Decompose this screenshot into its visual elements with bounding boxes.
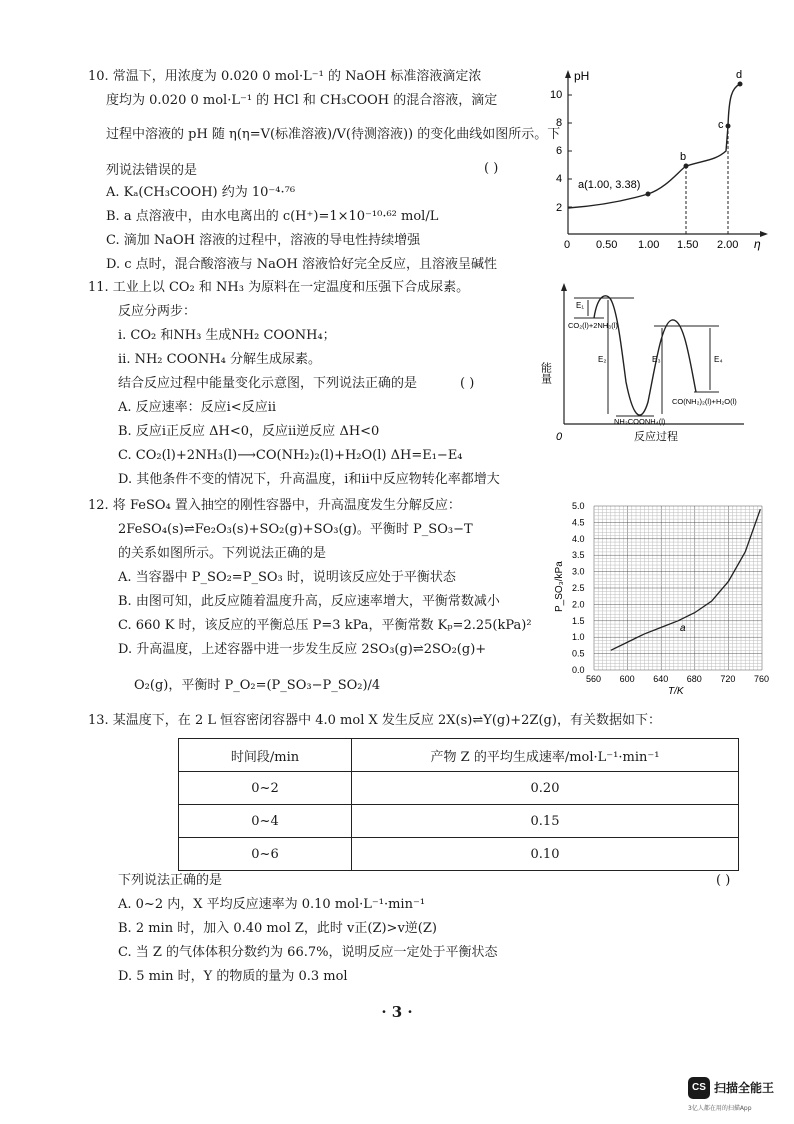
q13-bracket: ( ) [716,873,731,888]
pso3-temperature-chart [552,498,772,696]
q13-option-d: D. 5 min 时，Y 的物质的量为 0.3 mol [118,969,348,984]
q10-option-d: D. c 点时，混合酸溶液与 NaOH 溶液恰好完全反应，且溶液呈碱性 [106,257,498,272]
q11-line-3: ⅰ. CO₂ 和NH₃ 生成NH₂ COONH₄； [118,328,336,343]
q10-line-3: 过程中溶液的 pH 随 η(η=V(标准溶液)/V(待测溶液)) 的变化曲线如图所示。下 [106,127,561,142]
chart-ylabel: P_SO₃/kPa [554,561,565,612]
q11-bracket: ( ) [460,376,475,391]
question-13-options [118,872,778,992]
q10-option-a: A. Kₐ(CH₃COOH) 约为 10⁻⁴·⁷⁶ [106,185,296,200]
q10-option-b: B. a 点溶液中，由水电离出的 c(H⁺)=1×10⁻¹⁰·⁶² mol/L [106,209,439,224]
x-tick: 1.00 [638,239,660,251]
x-tick: 0.50 [596,239,618,251]
y-tick: 8 [556,117,563,129]
q10-line-4: 列说法错误的是 [106,163,198,178]
q12-option-c: C. 660 K 时，该反应的平衡总压 P=3 kPa，平衡常数 Kₚ=2.25(kPa)² [118,618,532,633]
energy-label: 能量 [539,362,553,384]
label-d: d [736,69,743,81]
table-row [179,772,739,805]
q10-line-2: 度均为 0.020 0 mol·L⁻¹ 的 HCl 和 CH₃COOH 的混合溶液，滴定 [106,93,498,108]
x-tick: 600 [619,674,635,684]
label-c: c [718,119,724,131]
watermark-slogan: 3亿人都在用的扫描App [688,1105,752,1112]
y-tick: 1.0 [572,632,585,643]
q13-line-1: 下列说法正确的是 [118,873,223,888]
y-tick: 0.5 [572,648,585,659]
q12-option-d: D. 升高温度，上述容器中进一步发生反应 2SO₃(g)⇌2SO₂(g)+ [118,642,487,657]
q11-option-d: D. 其他条件不变的情况下，升高温度，ⅰ和ⅱ中反应物转化率都增大 [118,472,500,487]
reactant-label: CO₂(l)+2NH₃(l) [568,321,618,330]
y-tick: 5.0 [572,501,585,511]
scanner-watermark [688,1077,792,1117]
y-axis-label: pH [574,69,590,83]
x-tick: 0 [564,239,571,251]
y-tick: 4.0 [572,533,585,544]
q12-option-b: B. 由图可知，此反应随着温度升高，反应速率增大，平衡常数减小 [118,594,500,609]
table-cell: 0.20 [352,772,739,805]
e4-label: E₄ [714,355,723,364]
table-header: 时间段/min [179,739,352,772]
label-a: a(1.00, 3.38) [578,179,641,191]
y-tick: 4 [556,173,563,185]
x-tick: 680 [686,674,702,684]
y-tick: 3.5 [572,550,585,561]
y-tick: 4.5 [572,517,585,528]
q11-line-5: 结合反应过程中能量变化示意图，下列说法正确的是 [118,376,418,391]
point-b [684,164,689,169]
x-tick: 720 [720,674,736,684]
product-label: CO(NH₂)₂(l)+H₂O(l) [672,397,737,406]
q11-option-b: B. 反应ⅰ正反应 ΔH<0，反应ⅱ逆反应 ΔH<0 [118,424,380,439]
q12-line-3: 的关系如图所示。下列说法正确的是 [118,546,327,561]
label-b: b [680,151,687,163]
q10-option-c: C. 滴加 NaOH 溶液的过程中，溶液的导电性持续增强 [106,233,421,248]
intermediate-label: NH₂COONH₄(l) [614,417,666,426]
x-tick: 1.50 [677,239,699,251]
point-a [646,192,651,197]
table-cell: 0~4 [179,805,352,838]
y-tick: 1.5 [572,615,585,626]
point-a-label: a [680,622,686,634]
table-row [179,805,739,838]
q11-option-a: A. 反应速率：反应ⅰ<反应ⅱ [118,400,277,415]
y-tick: 10 [550,89,563,101]
question-12 [88,497,558,707]
q10-line-1: 10. 常温下，用浓度为 0.020 0 mol·L⁻¹ 的 NaOH 标准溶液滴定浓 [88,69,482,84]
table-row [179,838,739,871]
q13-option-a: A. 0~2 内，X 平均反应速率为 0.10 mol·L⁻¹·min⁻¹ [118,897,426,912]
x-tick: 640 [653,674,669,684]
q12-option-a: A. 当容器中 P_SO₂=P_SO₃ 时，说明该反应处于平衡状态 [118,570,456,585]
question-11 [88,279,558,509]
watermark-brand: 扫描全能王 [714,1081,775,1095]
point-d [738,82,743,87]
chart-grid [594,506,762,670]
table-cell: 0.10 [352,838,739,871]
y-tick: 2.5 [572,583,585,593]
point-c [726,124,731,129]
e1-label: E₁ [576,301,585,310]
ph-titration-chart [550,66,776,256]
chart-ticks [572,501,769,684]
e2-label: E₂ [598,355,607,364]
y-tick: 3.0 [572,566,585,577]
y-tick: 6 [556,145,563,157]
q11-line-4: ⅱ. NH₂ COONH₄ 分解生成尿素。 [118,352,321,367]
cs-logo-icon: CS [688,1077,710,1099]
table-cell: 0.15 [352,805,739,838]
chart-xlabel: T/K [668,686,684,697]
table-cell: 0~6 [179,838,352,871]
q11-line-1: 11. 工业上以 CO₂ 和 NH₃ 为原料在一定温度和压强下合成尿素。 [88,280,470,295]
q10-bracket: ( ) [484,161,499,176]
origin-label: 0 [556,431,563,443]
q13-option-b: B. 2 min 时，加入 0.40 mol Z，此时 v正(Z)>v逆(Z) [118,921,437,936]
table-header-row [179,739,739,772]
q13-intro: 13. 某温度下，在 2 L 恒容密闭容器中 4.0 mol X 发生反应 2X(s)⇌Y(g)+2Z(g)，有关数据如下： [88,713,661,728]
energy-diagram [539,282,780,447]
q12-line-1: 12. 将 FeSO₄ 置入抽空的刚性容器中，升高温度发生分解反应： [88,498,461,513]
x-tick: 560 [586,674,602,684]
q13-table [178,738,739,871]
table-header: 产物 Z 的平均生成速率/mol·L⁻¹·min⁻¹ [352,739,739,772]
process-label: 反应过程 [634,430,678,443]
y-tick: 0.0 [572,665,585,675]
q11-option-c: C. CO₂(l)+2NH₃(l)⟶CO(NH₂)₂(l)+H₂O(l) ΔH=E₁−E₄ [118,448,463,463]
page-number: · 3 · [381,1003,413,1021]
q12-option-d-cont: O₂(g)，平衡时 P_O₂=(P_SO₃−P_SO₂)/4 [134,678,381,693]
question-10 [88,68,561,278]
x-ticks [564,239,738,251]
e3-label: E₃ [652,355,661,364]
x-axis-label: η [754,237,761,251]
q11-line-2: 反应分两步： [118,304,197,319]
table-cell: 0~2 [179,772,352,805]
y-tick: 2 [556,202,563,214]
y-tick: 2.0 [572,599,585,610]
x-tick: 760 [754,674,770,684]
x-tick: 2.00 [717,239,739,251]
q12-line-2: 2FeSO₄(s)⇌Fe₂O₃(s)+SO₂(g)+SO₃(g)。平衡时 P_SO₃−T [118,522,473,537]
q13-option-c: C. 当 Z 的气体体积分数约为 66.7%，说明反应一定处于平衡状态 [118,945,498,960]
